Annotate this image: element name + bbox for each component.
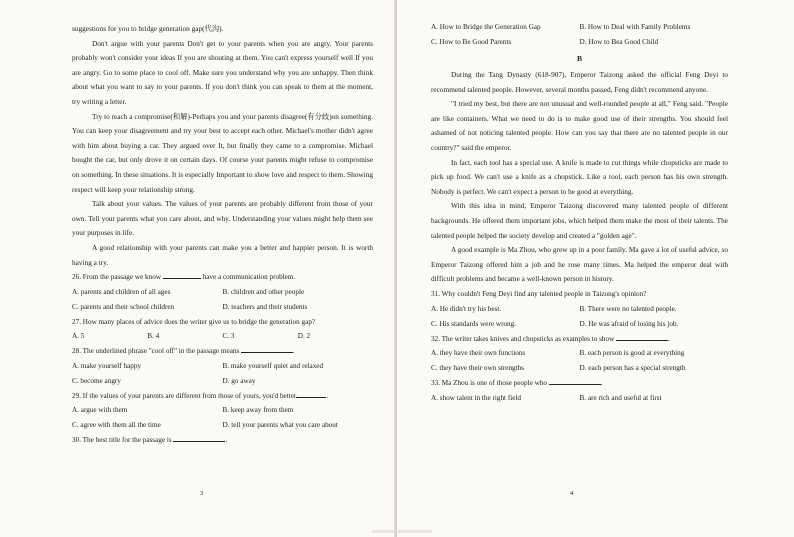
question-30 [72,433,373,448]
question-stem-end: . [326,391,329,400]
answer-blank[interactable] [549,376,603,388]
paragraph: "I tried my best, but there are not unusual and well-rounded people at all," Feng said. "People are like containers. What we need to do is to make good use of their strengths. You should feel ashamed of not noticing talented people. How can you say that there are no talented people in our country?" said the emperor. [431,99,728,152]
option-b[interactable]: B. There were no talented people. [579,304,677,313]
options [72,285,373,315]
paragraph: Talk about your values. The values of your parents are probably different from those of your own. Tell your parents what you care about, and why. Understanding your values might help them see your purposes in life. [72,199,373,238]
option-d[interactable]: D. How to Bea Good Child [579,38,659,46]
paragraph: Don't argue with your parents Don't get to your parents when you are angry. Your parents probably won't consider your ideas If you are shouting at them. You can't express yourself well If you are angry. Go to some place to cool off. Make sure you understand why you are unhappy. Then think about what you want to say to your parents. If you don't think you can speak to them at the moment, try writing a letter. [72,38,373,106]
options [431,391,728,406]
paragraph: A good example is Ma Zhou, who grew up in a poor family. Ma gave a lot of useful advice, so Emperor Taizong offered him a job and he rose many times. Ma helped the emperor deal with difficult problems and became a well-known person in history. [431,245,728,284]
options [72,403,373,433]
question-27 [72,315,373,345]
question-stem: 28. The underlined phrase "cool off" in the passage means [72,347,240,356]
question-33 [431,376,728,406]
question-stem: 27. How many places of advice does the writer give us to bridge the generation gap? [72,317,316,326]
options [431,302,728,332]
paragraph: A good relationship with your parents can make you a better and happier person. It is worth having a try. [72,242,373,267]
question-30-options [431,20,728,50]
option-a[interactable]: A. He didn't try his best. [431,304,502,313]
option-b[interactable]: B. are rich and useful at first [579,393,662,402]
option-d[interactable]: D. go away [222,376,256,385]
question-stem: 29. If the values of your parents are different from those of yours, you'd better [72,391,297,400]
question-stem-end: . [225,436,228,445]
options [72,329,373,344]
answer-blank[interactable] [296,389,329,400]
option-b[interactable]: B. keep away from them [222,406,294,415]
option-c[interactable]: C. 3 [222,332,235,341]
paragraph: During the Tang Dynasty (618-907), Emperor Taizong asked the official Feng Deyi to recommend talented people. However, several months passed, Feng didn't recommend anyone. [431,70,728,94]
option-a[interactable]: A. parents and children of all ages [72,287,171,296]
option-b[interactable]: B. make yourself quiet and relaxed [222,361,324,370]
question-stem: 31. Why couldn't Feng Deyi find any talented people in Taizong's opinion? [431,289,647,298]
page-number: 3 [200,490,204,497]
question-31 [431,287,728,332]
option-a[interactable]: A. 5 [72,332,85,341]
option-c[interactable]: C. parents and their school children [72,302,175,311]
option-a[interactable]: A. argue with them [72,406,128,415]
question-stem: 30. The best title for the passage is [72,436,172,445]
question-stem: 26. From the passage we know [72,273,162,282]
option-d[interactable]: D. 2 [297,332,311,341]
section-label: B [576,54,583,63]
question-stem-end: . [668,334,670,343]
paragraph: Try to reach a compromise(和解)-Perhaps you and your parents disagree(有分歧)on something. You can keep your disagreement and try your best to accept each other. Michael's mother didn't agree with him about buying a car. They argued over It, but finally they came to a compromise. Michael bought the car, but only drove it on certain days. Of course your parents might refuse to compromise on something. In these situations. It is especially Important to show love and respect to them. Showing respect will keep your relationship strong. [72,111,373,194]
option-c[interactable]: C. they have their own strengths [431,364,525,373]
question-stem-end: . [293,347,295,356]
option-c[interactable]: C. His standards were wrong. [431,319,517,328]
option-c[interactable]: C. become angry [72,376,121,385]
right-page [397,0,794,537]
paragraph: In fact, each tool has a special use. A knife is made to cut things while chopsticks are made to pick up food. We can't use a knife as a chopstick. Like a tool, each person has his own strength. Nobody is perfect. We can't expect a person to be good at everything. [431,157,728,196]
option-a[interactable]: A. show talent in the right field [431,393,522,402]
option-b[interactable]: B. children and other people [222,287,305,296]
question-32 [431,332,728,377]
options [431,346,728,376]
question-stem-end: . [600,379,603,388]
question-stem: 33. Ma Zhou is one of those people who [431,379,547,388]
scan-artifact [372,530,432,533]
options [72,359,373,389]
option-d[interactable]: D. tell your parents what you care about [222,421,338,430]
answer-blank[interactable] [173,433,228,445]
question-26 [72,270,373,315]
question-stem: 32. The writer takes knives and chopsticks as examples to show [431,334,615,343]
option-c[interactable]: C. How to Be Good Parents [431,38,512,46]
option-b[interactable]: B. each person is good at everything [579,349,685,358]
question-stem-end: have a communication problem. [202,273,296,282]
paragraph: With this idea in mind, Emperor Taizong discovered many talented people of different backgrounds. He offered them important jobs, which helped them make the most of their talents. The talented people helped the society develop and created a "golden age". [431,201,728,240]
option-c[interactable]: C. agree with them all the time [72,421,161,430]
option-a[interactable]: A. make yourself happy [72,361,142,370]
answer-blank[interactable] [241,344,295,356]
option-a[interactable]: A. they have their own functions [431,349,526,358]
option-a[interactable]: A. How to Bridge the Generation Gap [431,23,541,31]
paragraph: suggestions for you to bridge generation gap(代沟). [72,24,224,33]
question-29 [72,389,373,434]
option-d[interactable]: D. teachers and their students [222,302,308,311]
option-d[interactable]: D. each person has a special strength [579,364,686,373]
page-number: 4 [570,490,574,497]
option-b[interactable]: B. How to Deal with Family Problems [579,23,691,31]
option-b[interactable]: B. 4 [147,332,160,341]
answer-blank[interactable] [163,270,201,279]
option-d[interactable]: D. He was afraid of losing his job. [579,319,679,328]
answer-blank[interactable] [616,332,668,341]
question-28 [72,344,373,389]
